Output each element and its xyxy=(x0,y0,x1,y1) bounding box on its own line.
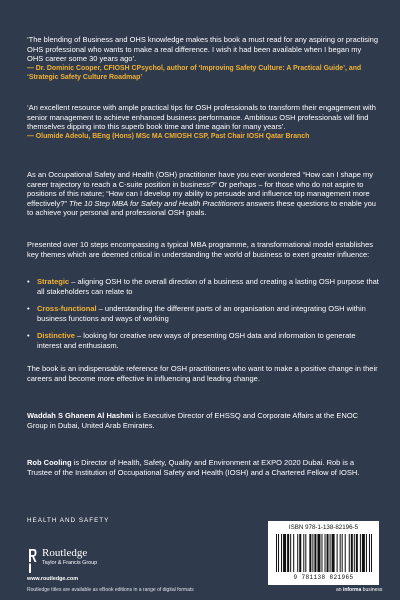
barcode-bar xyxy=(276,534,277,572)
barcode-bar xyxy=(309,534,311,572)
informa-tagline xyxy=(336,587,382,593)
isbn-label: ISBN 978-1-138-82196-5 xyxy=(288,524,359,531)
theme-term: Cross-functional xyxy=(37,304,97,314)
barcode-bar xyxy=(327,534,329,572)
barcode-panel xyxy=(268,521,379,585)
barcode-bar xyxy=(337,534,338,572)
barcode-bar xyxy=(305,534,306,572)
author-2 xyxy=(27,458,379,477)
barcode-bar xyxy=(314,534,316,572)
list-item xyxy=(27,277,379,296)
author-1-bio: is Executive Director of EHSSQ and Corporate Affairs at the ENOC Group in Dubai, United Arab Emirates. xyxy=(27,411,359,430)
author-2-name: Rob Cooling xyxy=(27,458,72,467)
barcode-bar xyxy=(299,534,301,572)
quote-1-text: ‘The blending of Business and OHS knowledge makes this book a must read for any aspiring or practising OHS professional who wants to make a real difference. I wish it had been available when I began my OHS career some 30 years ago’. xyxy=(27,35,379,64)
theme-term: Strategic xyxy=(37,277,70,286)
routledge-r-logo-icon xyxy=(28,548,37,574)
barcode-bar xyxy=(371,534,372,572)
model-intro-text: Presented over 10 steps encompassing a typical MBA programme, a transformational model establishes key themes which are deemed critical in understanding the world of business to exert greater influence: xyxy=(27,240,374,259)
barcode-number: 9 781138 821965 xyxy=(293,574,354,581)
quote-1 xyxy=(27,35,379,82)
quote-2 xyxy=(27,103,379,141)
themes-list xyxy=(27,277,379,359)
book-title: The 10 Step MBA for Safety and Health Practitioners xyxy=(68,198,245,208)
ebook-note: Routledge titles are available as eBook editions in a range of digital formats xyxy=(27,587,194,593)
informa-prefix: an xyxy=(336,587,343,593)
subject-category: HEALTH AND SAFETY xyxy=(27,517,110,524)
quote-2-text: ‘An excellent resource with ample practical tips for OSH professionals to transform their engagement with senior management to achieve enhanced business performance. Ambitious OSH professionals will find themselves dipping into this superb book time and time again for many years’. xyxy=(27,103,376,132)
intro-text: As an Occupational Safety and Health (OSH) practitioner have you ever wondered “How can I shape my career trajectory to reach a C-suite position in business?” Or perhaps – for those who do not aspire to positions of this nature; “How can I develop my ability to persuade and influence top management more effectively?” xyxy=(27,170,374,208)
barcode-bar xyxy=(369,534,370,572)
barcode-bar xyxy=(325,534,326,572)
closing-paragraph xyxy=(27,364,379,383)
barcode-bar xyxy=(330,534,331,572)
publisher-name: Routledge xyxy=(42,547,88,559)
bullet-icon: • xyxy=(27,304,30,314)
bullet-icon: • xyxy=(27,331,30,341)
theme-text: – looking for creative new ways of presenting OSH data and information to generate interest and enthusiasm. xyxy=(37,331,356,350)
barcode-bar xyxy=(278,534,279,572)
barcode-bar xyxy=(297,534,298,572)
barcode-bar xyxy=(317,534,320,572)
barcode-bar xyxy=(283,534,286,572)
publisher-logo xyxy=(28,548,148,576)
barcode-bar xyxy=(332,534,335,572)
barcode-bar xyxy=(356,534,358,572)
informa-suffix: business xyxy=(361,587,383,593)
barcode-bar xyxy=(366,534,367,572)
barcode-bar xyxy=(360,534,361,572)
author-1-name: Waddah S Ghanem Al Hashmi xyxy=(27,411,134,420)
barcode-bar xyxy=(349,534,350,572)
list-item xyxy=(27,304,379,323)
list-item xyxy=(27,331,379,350)
barcode-bar xyxy=(293,534,294,572)
barcode-bar xyxy=(290,534,291,572)
barcode-bar xyxy=(354,534,355,572)
publisher-url[interactable]: www.routledge.com xyxy=(27,576,79,582)
quote-2-attribution: — Olumide Adeolu, BEng (Hons) MSc MA CMIOSH CSP, Past Chair IOSH Qatar Branch xyxy=(27,132,310,140)
closing-text: The book is an indispensable reference for OSH practitioners who want to make a positive change in their careers and become more effective in influencing and leading change. xyxy=(27,364,378,383)
barcode-bar xyxy=(303,534,304,572)
author-1 xyxy=(27,411,379,430)
author-2-bio: is Director of Health, Safety, Quality and Environment at EXPO 2020 Dubai. Rob is a Trustee of the Institution of Occupational Safety and Health (IOSH) and a Chartered Fellow of IOSH. xyxy=(27,458,360,477)
theme-text: – aligning OSH to the overall direction of a business and creating a lasting OSH purpose that all stakeholders can relate to xyxy=(37,277,379,296)
barcode-bar xyxy=(362,534,365,572)
informa-brand: informa xyxy=(342,587,362,593)
barcode-bar xyxy=(351,534,353,572)
bullet-icon: • xyxy=(27,277,30,286)
barcode-graphic xyxy=(276,534,372,572)
intro-paragraph xyxy=(27,170,379,218)
barcode-bar xyxy=(287,534,289,572)
barcode-bar xyxy=(321,534,322,572)
model-intro xyxy=(27,240,379,259)
publisher-group: Taylor & Francis Group xyxy=(42,560,98,566)
barcode-bar xyxy=(340,534,341,572)
theme-text: – understanding the different parts of an organisation and integrating OSH within business functions and ways of working xyxy=(37,304,366,323)
barcode-bar xyxy=(281,534,282,572)
barcode-bar xyxy=(312,534,313,572)
barcode-bar xyxy=(345,534,346,572)
intro-text-end: answers these questions to enable you to achieve your personal and professional OSH goals. xyxy=(27,198,376,218)
theme-term: Distinctive xyxy=(37,331,75,341)
quote-1-attribution: — Dr. Dominic Cooper, CFIOSH CPsychol, author of ‘Improving Safety Culture: A Practical Guide’, and ‘Strategic Safety Culture Roadmap’ xyxy=(27,64,362,81)
barcode-bar xyxy=(342,534,343,572)
